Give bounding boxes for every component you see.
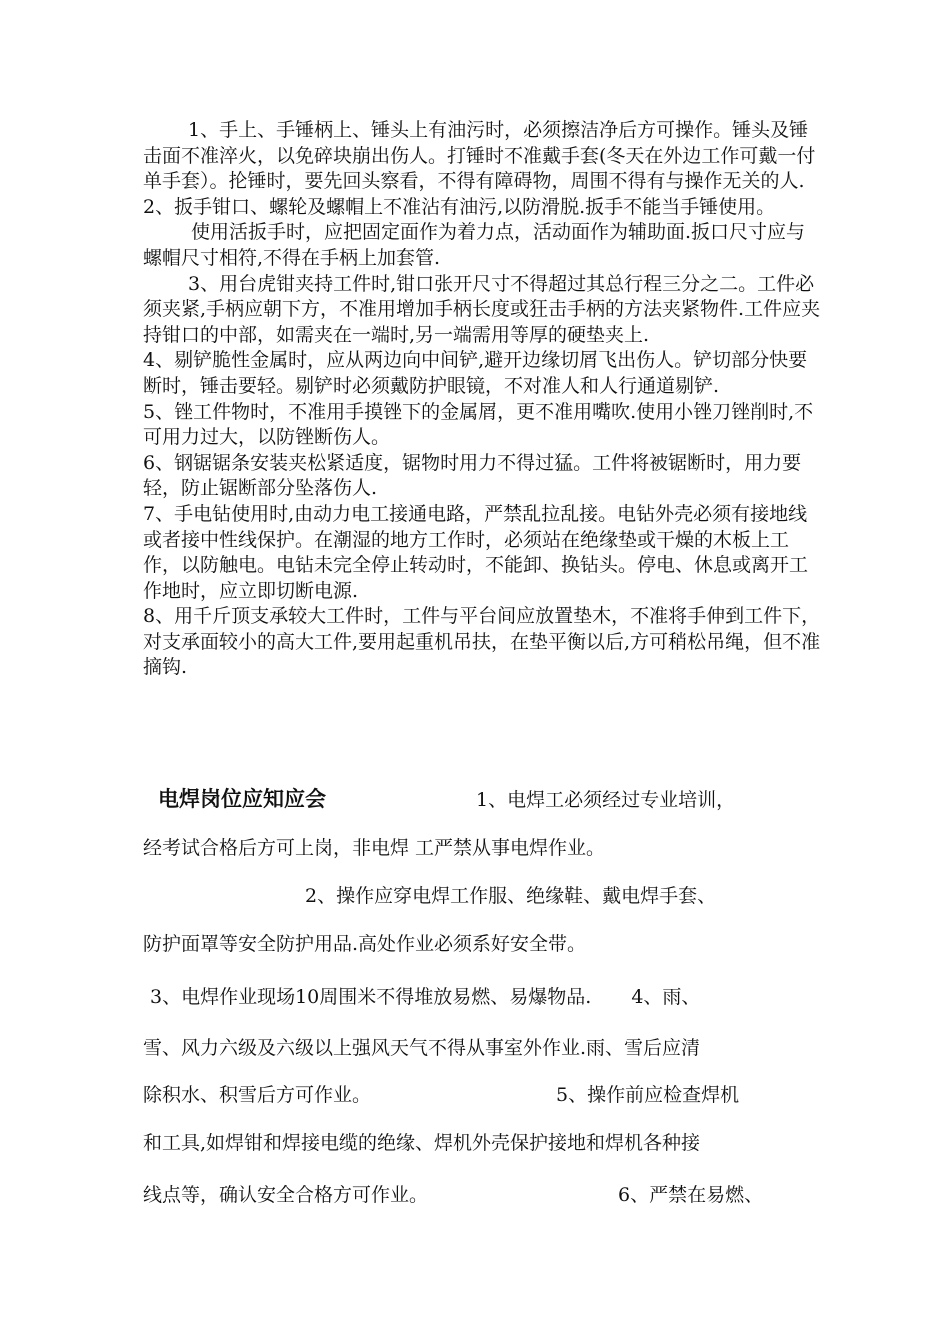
welding-rule-text: 除积水、积雪后方可作业。 [143, 1084, 372, 1106]
rule-paragraph-saw: 6、钢锯锯条安装夹松紧适度，锯物时用力不得过猛。工件将被锯断时，用力要轻，防止锯断部分坠落伤人. [143, 451, 802, 500]
welding-line [143, 983, 833, 1011]
welding-rule-text: 防护面罩等安全防护用品.高处作业必须系好安全带。 [143, 933, 587, 955]
welding-rule-text: 和工具,如焊钳和焊接电缆的绝缘、焊机外壳保护接地和焊机各种接 [143, 1132, 701, 1154]
rule-paragraph-hammer: 1、手上、手锤柄上、锤头上有油污时，必须擦洁净后方可操作。锤头及锤击面不准淬火，以免碎块崩出伤人。打锤时不准戴手套(冬天在外边工作可戴一付单手套）。抡锤时，要先回头察看，不得有障碍物，周围不得有与操作无关的人. [143, 119, 816, 193]
rule-paragraph-vise: 3、用台虎钳夹持工件时,钳口张开尺寸不得超过其总行程三分之二。工件必须夹紧,手柄应朝下方，不准用增加手柄长度或狂击手柄的方法夹紧物件.工件应夹持钳口的中部，如需夹在一端时,另一端需用等厚的硬垫夹上. [143, 272, 821, 346]
welding-line [143, 1181, 833, 1209]
welding-rule-text: 1、电焊工必须经过专业培训， [476, 789, 736, 811]
rule-paragraph-file: 5、锉工件物时，不准用手摸锉下的金属屑，更不准用嘴吹.使用小锉刀锉削时,不可用力过大，以防锉断伤人。 [143, 400, 814, 449]
welding-rule-text: 5、操作前应检查焊机 [556, 1084, 740, 1106]
welding-line [143, 1034, 833, 1062]
rule-paragraph-chisel: 4、剔铲脆性金属时，应从两边向中间铲,避开边缘切屑飞出伤人。铲切部分快要断时，锤击要轻。剔铲时必须戴防护眼镜，不对准人和人行通道剔铲. [143, 349, 808, 397]
rule-paragraph-drill: 7、手电钻使用时,由动力电工接通电路，严禁乱拉乱接。电钻外壳必须有接地线或者接中性线保护。在潮湿的地方工作时，必须站在绝缘垫或干燥的木板上工作，以防触电。电钻未完全停止转动时，不能卸、换钻头。停电、休息或离开工作地时，应立即切断电源. [143, 502, 809, 602]
welding-rule-text: 经考试合格后方可上岗，非电焊 工严禁从事电焊作业。 [143, 837, 606, 859]
welding-rule-text: 雪、风力六级及六级以上强风天气不得从事室外作业.雨、雪后应清 [143, 1037, 701, 1059]
fitter-safety-rules [143, 118, 823, 681]
welding-rule-text: 4、雨、 [631, 986, 701, 1008]
welding-rule-text: 6、严禁在易燃、 [618, 1184, 764, 1206]
welding-rule-text: 3、电焊作业现场10周围米不得堆放易燃、易爆物品. [150, 986, 592, 1008]
welding-line [143, 1129, 833, 1157]
rule-paragraph-wrench: 2、扳手钳口、螺轮及螺帽上不准沾有油污,以防滑脱.扳手不能当手锤使用。 [143, 195, 776, 218]
welding-line [143, 882, 833, 910]
welding-line [143, 1081, 833, 1109]
welding-rule-text: 2、操作应穿电焊工作服、绝缘鞋、戴电焊手套、 [305, 885, 717, 907]
rule-paragraph-adjustable-wrench: 使用活扳手时，应把固定面作为着力点，活动面作为辅助面.扳口尺寸应与螺帽尺寸相符,不得在手柄上加套管. [143, 221, 806, 269]
welding-section-first-line [143, 784, 823, 815]
welding-rule-text: 线点等，确认安全合格方可作业。 [143, 1184, 429, 1206]
rule-paragraph-jack: 8、用千斤顶支承较大工件时，工件与平台间应放置垫木，不准将手伸到工件下，对支承面较小的高大工件,要用起重机吊扶，在垫平衡以后,方可稍松吊绳，但不准摘钩. [143, 605, 821, 679]
section-heading: 电焊岗位应知应会 [158, 787, 326, 811]
welding-line [143, 930, 833, 958]
welding-line [143, 834, 833, 862]
